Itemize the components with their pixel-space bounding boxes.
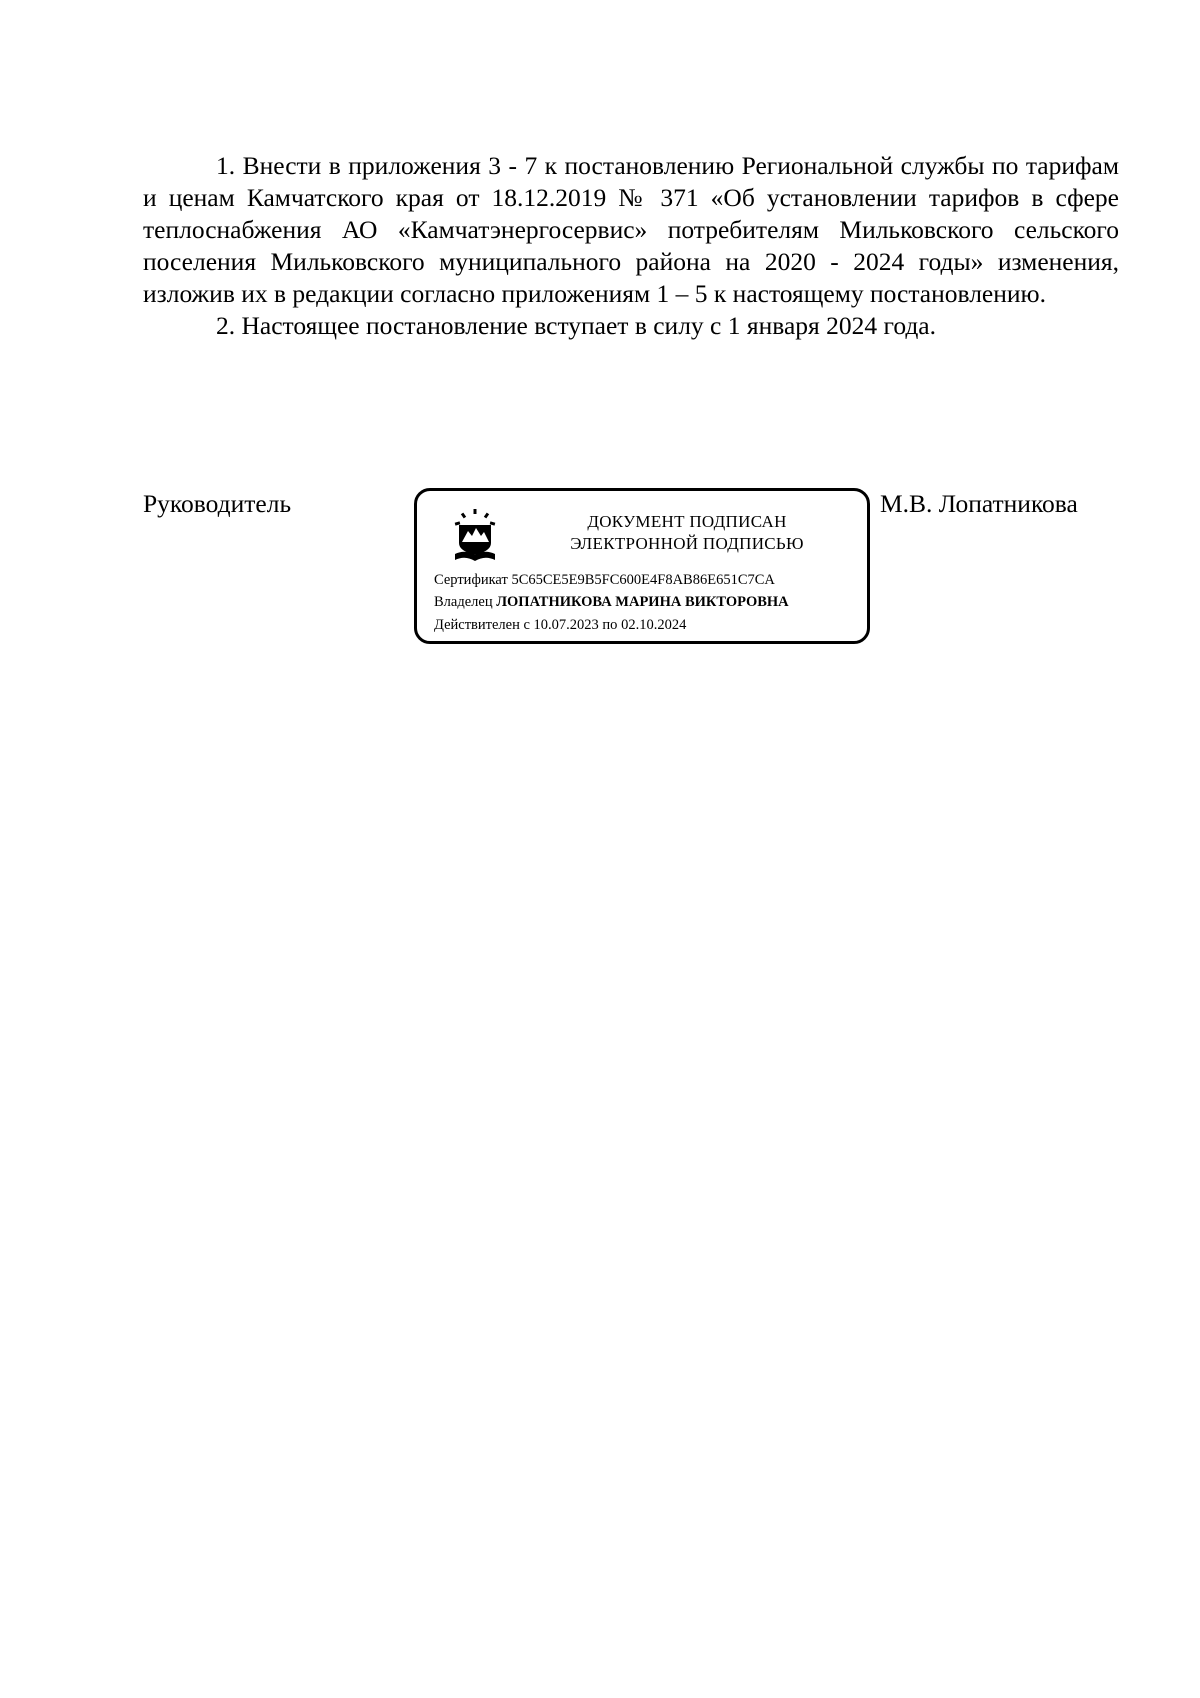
owner-label: Владелец bbox=[434, 594, 493, 610]
paragraph-2: 2. Настоящее постановление вступает в силу с 1 января 2024 года. bbox=[216, 311, 937, 340]
paragraph-1: 1. Внести в приложения 3 - 7 к постановлению Региональной службы по тарифам и ценам Камчатского края от 18.12.2019 № 371 «Об установлении тарифов в сфере теплоснабжения АО «Камчатэнергосервис» потребителям Мильковского сельского поселения Мильковского муниципального района на 2020 - 2024 годы» изменения, изложив их в редакции согласно приложениям 1 – 5 к настоящему постановлению. bbox=[143, 151, 1119, 308]
signer-name: М.В. Лопатникова bbox=[880, 489, 1078, 518]
stamp-owner bbox=[434, 592, 789, 612]
electronic-signature-stamp bbox=[414, 488, 870, 644]
coat-of-arms-icon bbox=[453, 509, 497, 563]
stamp-validity bbox=[434, 615, 686, 635]
document-body bbox=[143, 150, 1119, 342]
valid-to: 02.10.2024 bbox=[621, 617, 687, 633]
valid-to-label: по bbox=[602, 617, 618, 633]
stamp-heading-line-1: ДОКУМЕНТ ПОДПИСАН bbox=[587, 512, 787, 531]
signer-position: Руководитель bbox=[143, 489, 292, 518]
certificate-value: 5C65CE5E9B5FC600E4F8AB86E651C7CA bbox=[511, 572, 775, 588]
valid-from: 10.07.2023 bbox=[533, 617, 599, 633]
stamp-heading bbox=[527, 511, 847, 555]
stamp-heading-line-2: ЭЛЕКТРОННОЙ ПОДПИСЬЮ bbox=[570, 534, 804, 553]
valid-label: Действителен с bbox=[434, 617, 530, 633]
owner-value: ЛОПАТНИКОВА МАРИНА ВИКТОРОВНА bbox=[496, 594, 789, 610]
stamp-certificate bbox=[434, 570, 775, 590]
certificate-label: Сертификат bbox=[434, 572, 508, 588]
